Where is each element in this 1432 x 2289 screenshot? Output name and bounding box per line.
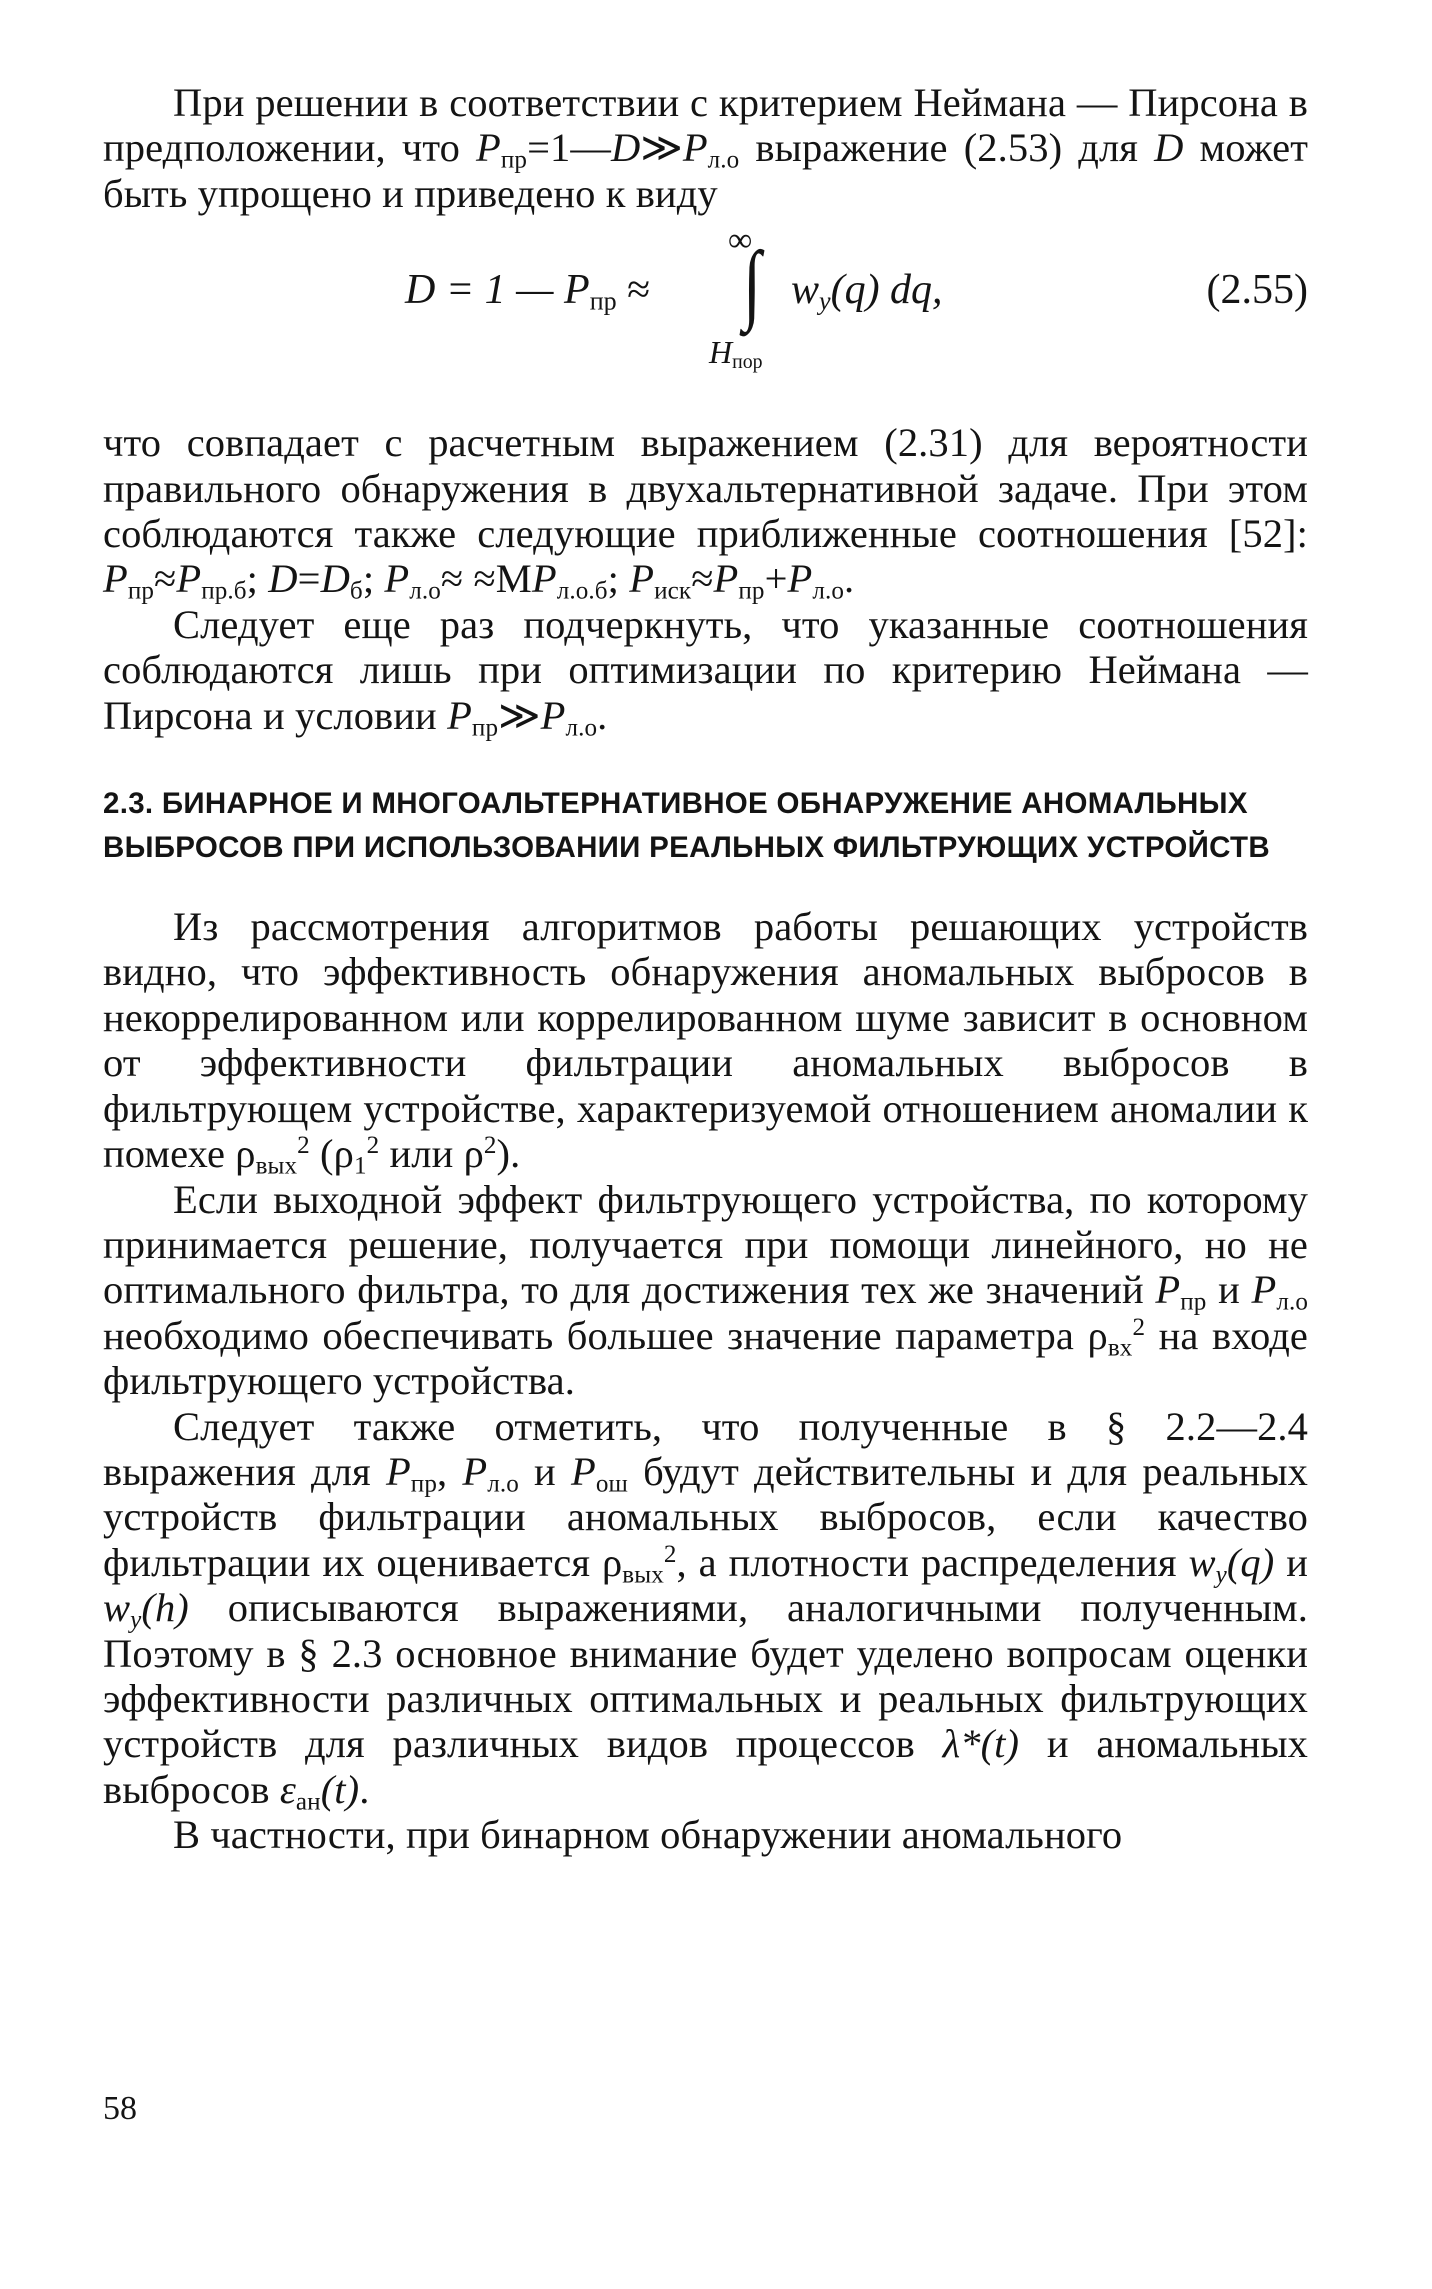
integral-lower-limit: $H_{пор}$ (709, 334, 763, 374)
page-body (103, 80, 1308, 1858)
integral-sign: ∫ (743, 234, 762, 333)
paragraph-7: В частности, при бинарном обнаружении аномального (173, 1812, 1123, 1858)
formula-lhs: D = 1 — $P_{пр}$ ≈ (405, 267, 651, 316)
integral-upper-limit: ∞ (728, 222, 753, 260)
paragraph-5: Если выходной эффект фильтрующего устройства, по которому принимается решение, получается при помощи линейного, но не оптимального фильтра, то для достижения тех же значений $P_{пр}$ и $P_{л.о}$ необходимо обеспечивать большее значение параметра $\rho_{вх}^2$ на входе фильтрующего устройства. (103, 1176, 1308, 1404)
section-heading: 2.3. БИНАРНОЕ И МНОГОАЛЬТЕРНАТИВНОЕ ОБНАРУЖЕНИЕ АНОМАЛЬНЫХ ВЫБРОСОВ ПРИ ИСПОЛЬЗОВАНИИ РЕАЛЬНЫХ ФИЛЬТРУЮЩИХ УСТРОЙСТВ (103, 787, 1270, 865)
paragraph-1: При решении в соответствии с критерием Неймана — Пирсона в предположении, что $P_{пр}=1—D≫P_{л.о}$ выражение (2.53) для D может быть упрощено и приведено к виду (103, 80, 1308, 216)
paragraph-4: Из рассмотрения алгоритмов работы решающих устройств видно, что эффективность обнаружения аномальных выбросов в некоррелированном или коррелированном шуме зависит в основном от эффективности фильтрации аномальных выбросов в фильтрующем устройстве, характеризуемой отношением аномалии к помехе $\rho_{вых}^2$ ($\rho_1^2$ или $\rho^2$). (103, 904, 1308, 1180)
paragraph-6: Следует также отметить, что полученные в § 2.2—2.4 выражения для $P_{пр}$, $P_{л.о}$ и $P_{ош}$ будут действительны и для реальных устройств фильтрации аномальных выбросов, если качество фильтрации их оценивается $\rho_{вых}^2$, а плотности распределения $w_y(q)$ и $w_y(h)$ описываются выражениями, аналогичными полученным. Поэтому в § 2.3 основное внимание будет уделено вопросам оценки эффективности различных оптимальных и реальных фильтрующих устройств для различных видов процессов λ*(t) и аномальных выбросов $\varepsilon_{ан}(t)$. (103, 1403, 1308, 1816)
equation-number: (2.55) (1206, 267, 1308, 314)
formula-2-55 (103, 222, 1308, 412)
paragraph-3: Следует еще раз подчеркнуть, что указанные соотношения соблюдаются лишь при оптимизации по критерию Неймана — Пирсона и условии $P_{пр}≫P_{л.о}$. (103, 601, 1308, 741)
paragraph-2: что совпадает с расчетным выражением (2.31) для вероятности правильного обнаружения в двухальтернативной задаче. При этом соблюдаются также следующие приближенные соотношения [52]: $P_{пр}\approx P_{пр.б}$; $D=D_б$; $P_{л.о}\approx \approx MP_{л.о.б}$; $P_{иск}\approx P_{пр}+P_{л.о}$. (103, 420, 1308, 605)
page-number: 58 (103, 2090, 137, 2127)
integrand: $w_y(q)$ dq, (791, 267, 943, 316)
